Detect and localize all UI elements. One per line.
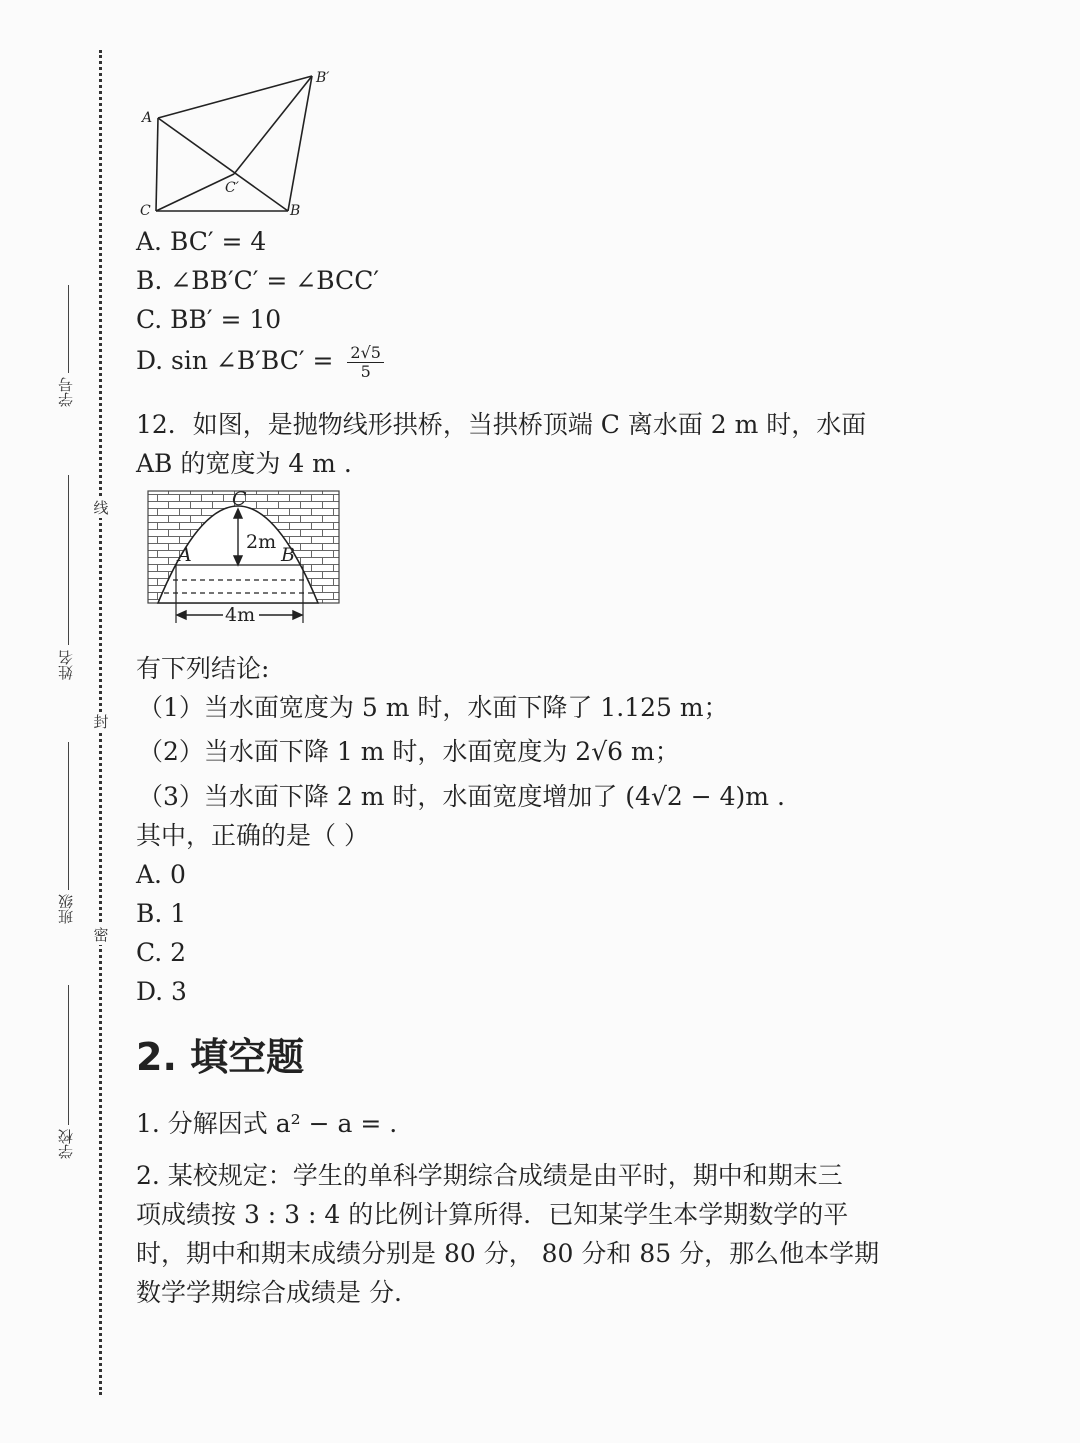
q12-question: 其中，正确的是（ ） [136,821,369,850]
seal-char-mi: 密 [91,925,111,945]
seal-char-feng: 封 [91,712,111,732]
q12-stem-line-2: AB 的宽度为 4 m . [136,449,352,478]
fill-q2-line-1: 2. 某校规定：学生的单科学期综合成绩是由平时，期中和期末三 [136,1161,843,1190]
arch-width-label: 4m [225,604,256,626]
edge-cc-prime [156,174,234,211]
fill-q2-line-2: 项成绩按 3 : 3 : 4 的比例计算所得．已知某学生本学期数学的平 [136,1200,849,1229]
edge-ab-prime [158,76,312,118]
field-student-id [52,285,76,415]
seal-char-xian: 线 [91,498,111,518]
diagonal-ab [158,118,288,211]
q11-option-d-fraction [347,344,384,381]
edge-c-prime-b-prime [234,76,312,174]
label-b: B [290,203,301,219]
field-name [52,475,76,690]
fill-q2-line-3: 时，期中和期末成绩分别是 80 分， 80 分和 85 分，那么他本学期 [136,1239,880,1268]
field-class [52,742,76,932]
arch-label-a: A [178,544,192,566]
q12-option-a: A. 0 [136,860,186,889]
fraction-denominator: 5 [360,362,371,381]
fill-q2 [136,1156,946,1312]
arch-bridge-figure [146,487,344,629]
q11-option-a: A. BC′ = 4 [136,227,267,256]
field-name-label: 姓名 [57,650,75,680]
q12-conclusion-2: （2）当水面下降 1 m 时，水面宽度为 2√6 m； [138,737,680,766]
label-a: A [142,110,153,126]
section-title-fill-in: 2. 填空题 [136,1035,305,1079]
field-school-label: 学校 [57,1129,75,1159]
q12-intro: 有下列结论: [136,654,270,683]
arch-label-b: B [281,544,295,566]
q12-stem [136,405,946,483]
field-class-label: 班级 [57,894,75,924]
q12-option-c: C. 2 [136,938,187,967]
q11-option-b: B. ∠BB′C′ = ∠BCC′ [136,266,379,295]
binding-margin [0,0,130,1443]
edge-b-prime-b [288,76,312,211]
field-school [52,985,76,1170]
arch-label-c: C [232,488,247,510]
q12-stem-line-1: 12．如图，是抛物线形拱桥，当拱桥顶端 C 离水面 2 m 时，水面 [136,410,867,439]
fill-q2-line-4: 数学学期综合成绩是 分. [136,1278,402,1307]
fraction-numerator: 2√5 [347,344,384,363]
q12-conclusion-1: （1）当水面宽度为 5 m 时，水面下降了 1.125 m； [138,693,729,722]
q11-option-d [136,344,384,381]
q12-conclusion-3: （3）当水面下降 2 m 时，水面宽度增加了 (4√2 − 4)m . [138,782,785,811]
edge-ac [156,118,158,211]
label-c: C [140,203,151,219]
q12-option-b: B. 1 [136,899,187,928]
quadrilateral-figure [136,66,346,224]
q11-option-c: C. BB′ = 10 [136,305,282,334]
q11-option-d-text: D. sin ∠B′BC′ = [136,346,334,375]
q12-option-d: D. 3 [136,977,187,1006]
label-c-prime: C′ [225,180,239,196]
field-student-id-label: 学号 [57,377,75,407]
arch-height-label: 2m [246,531,277,553]
label-b-prime: B′ [316,70,330,86]
fill-q1: 1. 分解因式 a² − a = . [136,1109,398,1138]
